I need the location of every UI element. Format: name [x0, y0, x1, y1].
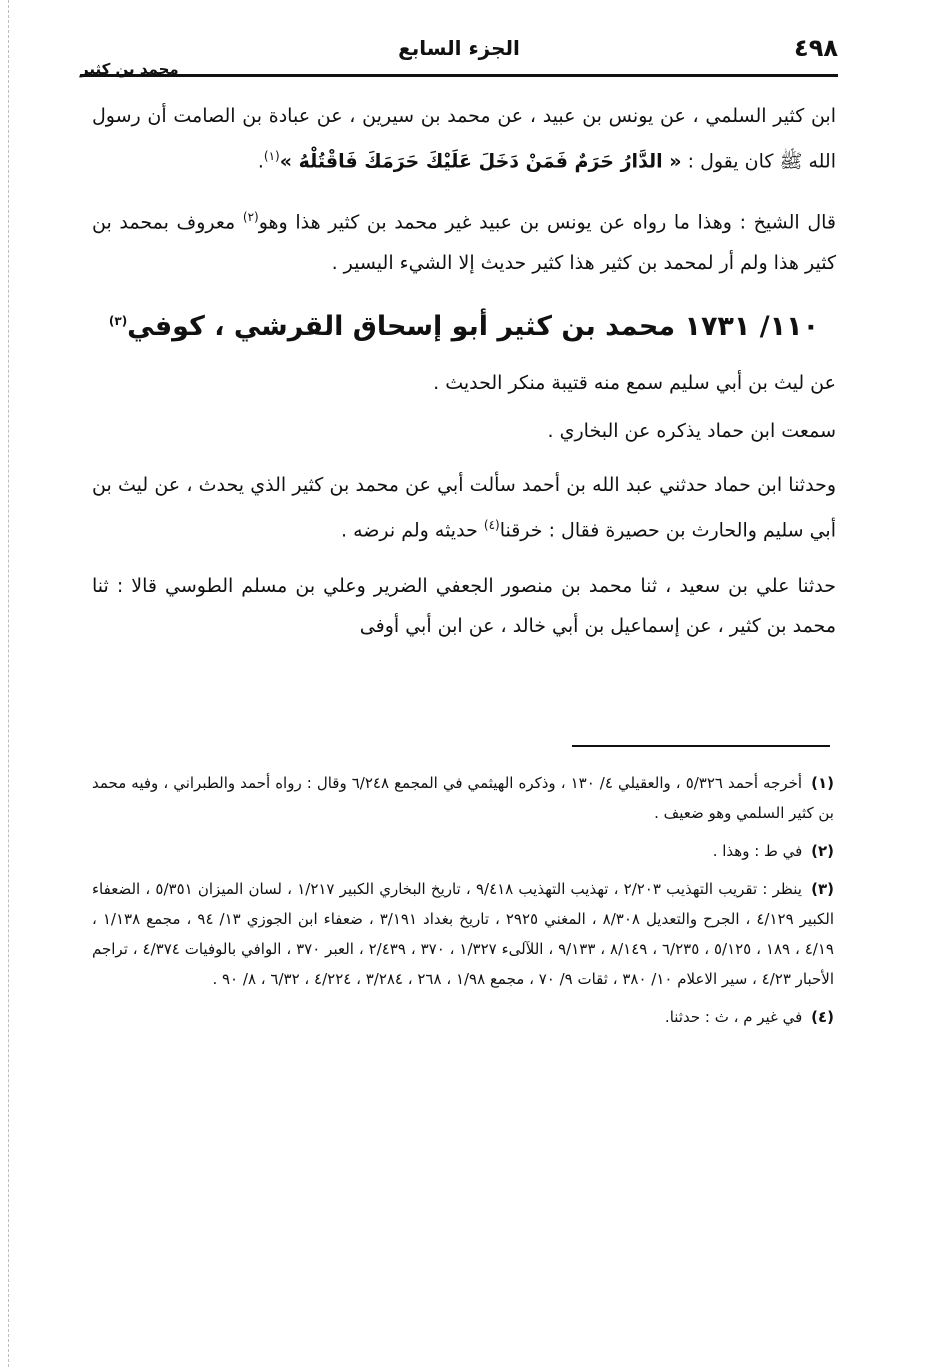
footnotes: [92, 768, 834, 1040]
paragraph-hadith: ابن كثير السلمي ، عن يونس بن عبيد ، عن محمد بن سيرين ، عن عبادة بن الصامت أن رسول الله ﷺ كان يقول : « الدَّارُ حَرَمٌ فَمَنْ دَخَلَ عَلَيْكَ حَرَمَكَ فَاقْتُلْهُ »$^{(١)}$.: [92, 105, 836, 173]
paragraph-sheikh-comment: [92, 197, 836, 282]
footnote-4: [92, 1002, 834, 1032]
footnote-3: [92, 874, 834, 994]
page-header: [80, 32, 838, 78]
hadith-quote: « الدَّارُ حَرَمٌ فَمَنْ دَخَلَ عَلَيْكَ حَرَمَكَ فَاقْتُلْهُ »: [279, 150, 682, 173]
footnote-ref-4[interactable]: (٤): [483, 517, 500, 532]
footnote-text: أخرجه أحمد ٥/٣٢٦ ، والعقيلي ٤/ ١٣٠ ، وذكره الهيثمي في المجمع ٦/٢٤٨ وقال : رواه أحمد والطبراني ، وفيه محمد بن كثير السلمي وهو ضعيف .: [92, 774, 834, 822]
footnote-ref-1[interactable]: (١): [263, 149, 280, 163]
footnote-number: (٢): [811, 842, 834, 860]
footnote-separator: [572, 745, 830, 747]
hadith-chain: ابن كثير السلمي ، عن يونس بن عبيد ، عن محمد بن سيرين ، عن عبادة بن الصامت أن رسول الله ﷺ كان يقول :: [92, 105, 836, 173]
paragraph-ibn-hammad: [92, 465, 836, 550]
sheikh-comment-text: قال الشيخ : وهذا ما رواه عن يونس بن عبيد غير محمد بن كثير هذا وهو: [258, 211, 836, 234]
entry-title-text: ١١٠/ ١٧٣١ محمد بن كثير أبو إسحاق القرشي ، كوفي: [127, 310, 820, 342]
paragraph-bukhari: سمعت ابن حماد يذكره عن البخاري .: [547, 419, 836, 442]
scan-edge-line: [8, 0, 9, 1367]
paragraph-ali-bin-said: حدثنا علي بن سعيد ، ثنا محمد بن منصور الجعفي الضرير وعلي بن مسلم الطوسي قالا : ثنا محمد بن كثير ، عن إسماعيل بن أبي خالد ، عن ابن أبي أوفى: [92, 574, 836, 637]
main-text: [92, 96, 836, 662]
footnote-text: في غير م ، ث : حدثنا.: [664, 1008, 803, 1026]
footnote-number: (٣): [811, 880, 834, 898]
ibn-hammad-text: وحدثنا ابن حماد حدثني عبد الله بن أحمد سألت أبي عن محمد بن كثير الذي يحدث ، عن ليث بن أبي سليم والحارث بن حصيرة فقال : خرقنا: [92, 473, 836, 541]
footnote-number: (١): [811, 774, 834, 792]
footnote-2: [92, 836, 834, 866]
sheikh-comment-rest: معروف بمحمد بن كثير هذا ولم أر لمحمد بن كثير هذا كثير حديث إلا الشيء اليسير .: [92, 211, 836, 274]
ibn-hammad-rest: حديثه ولم نرضه .: [341, 518, 478, 541]
footnote-ref-2[interactable]: (٢): [242, 210, 259, 225]
footnote-text: ينظر : تقريب التهذيب ٢/٢٠٣ ، تهذيب التهذيب ٩/٤١٨ ، تاريخ البخاري الكبير ١/٢١٧ ، لسان الميزان ٥/٣٥١ ، الضعفاء الكبير ٤/١٢٩ ، الجرح والتعديل ٨/٣٠٨ ، المغني ٢٩٢٥ ، تاريخ بغداد ٣/١٩١ ، ضعفاء ابن الجوزي ١٣/ ٩٤ ، مجمع ١/١٣٨ ، ٤/١٩ ، ١٨٩ ، ٥/١٢٥ ، ٦/٢٣٥ ، ٨/١٤٩ ، ٩/١٣٣ ، اللآلىء ١/٣٢٧ ، ٣٧٠ ، ٢/٤٣٩ ، العبر ٣٧٠ ، الوافي بالوفيات ٤/٣٧٤ ، تراجم الأحبار ٤/٢٣ ، سير الاعلام ١٠/ ٣٨٠ ، ثقات ٩/ ٧٠ ، مجمع ١/٩٨ ، ٢٦٨ ، ٣/٢٨٤ ، ٤/٢٢٤ ، ٦/٣٢ ، ٨/ ٩٠ .: [92, 880, 835, 988]
footnote-number: (٤): [811, 1008, 834, 1026]
header-rule: [80, 74, 838, 77]
paragraph-layth: عن ليث بن أبي سليم سمع منه قتيبة منكر الحديث .: [433, 371, 836, 394]
part-title: الجزء السابع: [398, 36, 520, 60]
footnote-1: [92, 768, 834, 828]
footnote-text: في ط : وهذا .: [712, 842, 803, 860]
entry-title: [92, 299, 836, 349]
footnote-ref-3[interactable]: (٣): [108, 313, 128, 328]
section-title: محمد بن كثير: [80, 60, 179, 78]
page-number: ٤٩٨: [794, 34, 838, 62]
